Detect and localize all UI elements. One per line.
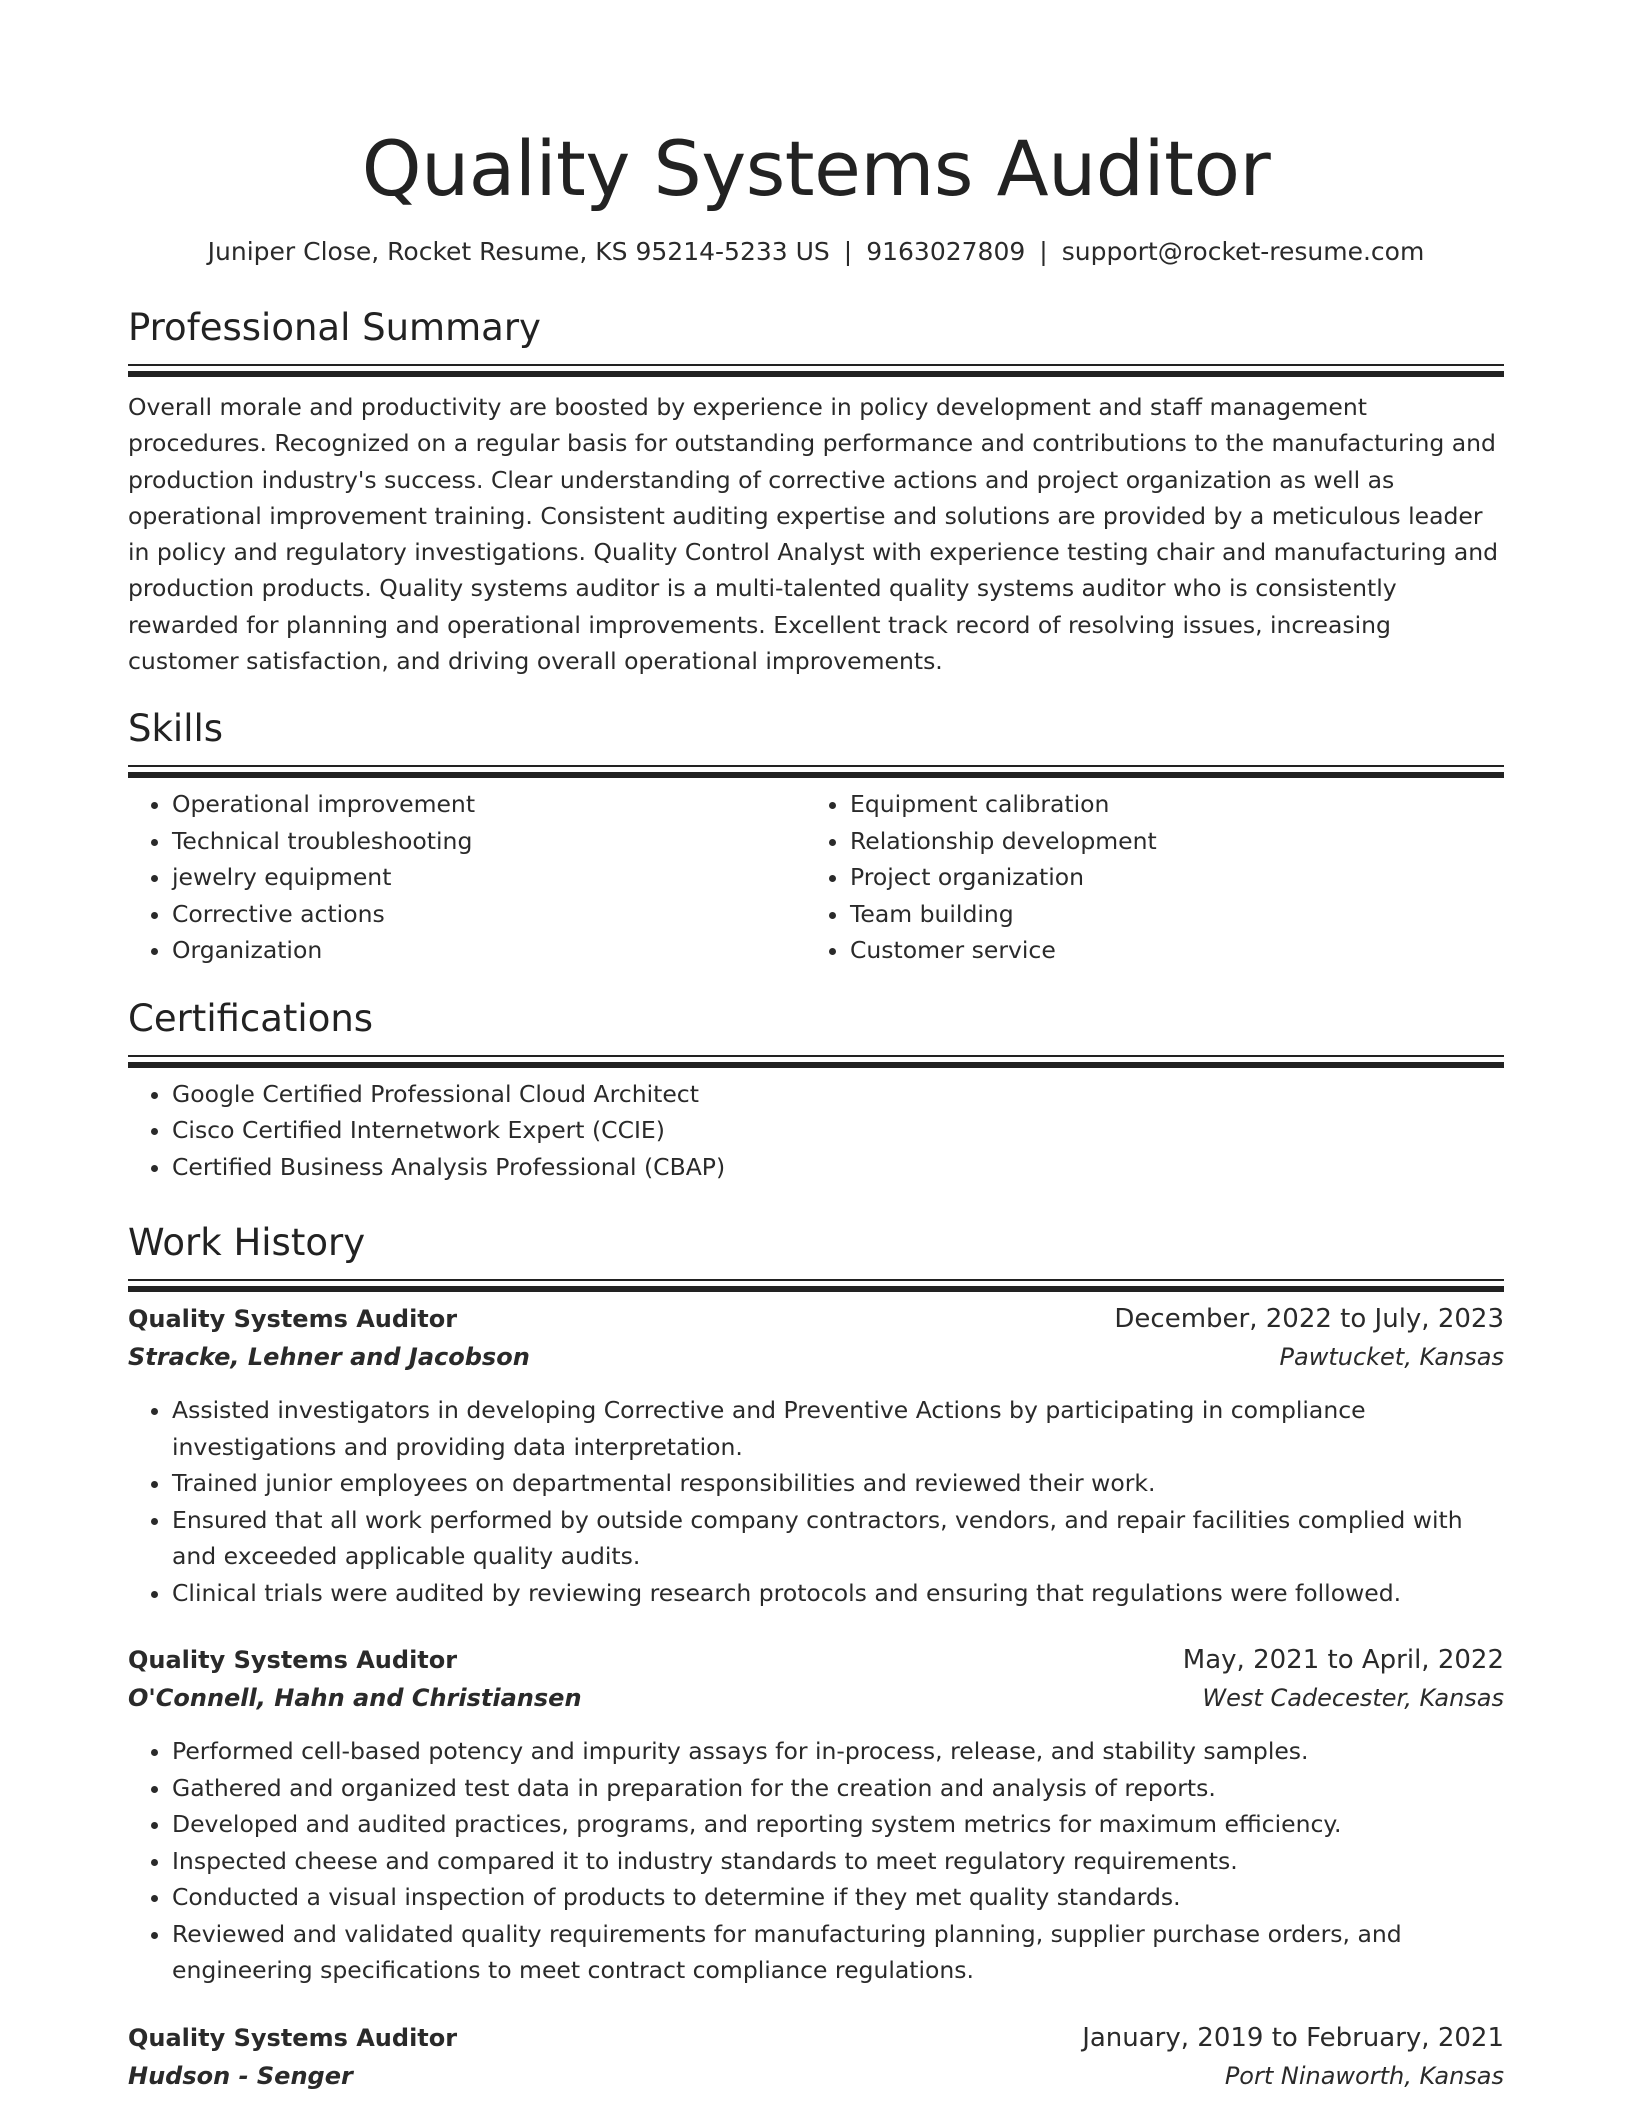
job-location: West Cadecester, Kansas xyxy=(1202,1684,1504,1713)
job-bullet: • Reviewed and validated quality requirements for manufacturing planning, supplier purchase orders, and engineering specifications to meet contract compliance regulations. xyxy=(172,1916,1504,1989)
work-history-heading: Work History xyxy=(128,1221,366,1265)
skill-item: • Customer service xyxy=(850,932,1484,969)
skill-item: • Technical troubleshooting xyxy=(172,823,806,860)
job-dates: December, 2022 to July, 2023 xyxy=(1114,1304,1504,1335)
contact-separator: | xyxy=(1039,237,1048,266)
job-dates: January, 2019 to February, 2021 xyxy=(1082,2022,1504,2053)
job-bullet: • Assisted investigators in developing Corrective and Preventive Actions by participating in compliance investigations and providing data interpretation. xyxy=(172,1392,1504,1465)
certification-item: • Cisco Certified Internetwork Expert (CCIE) xyxy=(172,1112,1504,1149)
certification-item: • Certified Business Analysis Professional (CBAP) xyxy=(172,1149,1504,1186)
job-bullet-list xyxy=(128,1733,1504,1989)
summary-text: Overall morale and productivity are boosted by experience in policy development and staff management procedures. Recognized on a regular basis for outstanding performance and contributions to the manufacturing and production industry's success. Clear understanding of corrective actions and project organization as well as operational improvement training. Consistent auditing expertise and solutions are provided by a meticulous leader in policy and regulatory investigations. Quality Control Analyst with experience testing chair and manufacturing and production products. Quality systems auditor is a multi-talented quality systems auditor who is consistently rewarded for planning and operational improvements. Excellent track record of resolving issues, increasing customer satisfaction, and driving overall operational improvements. xyxy=(128,393,1499,676)
resume-name: Quality Systems Auditor xyxy=(361,124,1271,213)
job-entry xyxy=(128,1300,1504,1611)
skill-item: • Project organization xyxy=(850,859,1484,896)
skill-item: • Equipment calibration xyxy=(850,786,1484,823)
job-bullet: • Developed and audited practices, programs, and reporting system metrics for maximum efficiency. xyxy=(172,1806,1504,1843)
job-header xyxy=(128,1641,1504,1679)
job-location: Port Ninaworth, Kansas xyxy=(1224,2061,1504,2090)
section-divider xyxy=(128,1279,1504,1286)
job-dates: May, 2021 to April, 2022 xyxy=(1182,1645,1504,1676)
skills-columns xyxy=(128,786,1504,969)
section-divider xyxy=(128,1055,1504,1062)
job-entry xyxy=(128,1641,1504,1989)
skills-heading: Skills xyxy=(128,707,224,751)
skill-item: • Operational improvement xyxy=(172,786,806,823)
certification-item: • Google Certified Professional Cloud Architect xyxy=(172,1076,1504,1113)
job-company: O'Connell, Hahn and Christiansen xyxy=(128,1684,582,1713)
summary-heading: Professional Summary xyxy=(128,306,541,349)
job-bullet: • Gathered and organized test data in preparation for the creation and analysis of reports. xyxy=(172,1770,1504,1807)
certifications-heading: Certifications xyxy=(128,996,374,1040)
job-subheader xyxy=(128,1679,1504,1717)
skills-column-left xyxy=(128,786,806,969)
job-bullet-list xyxy=(128,1392,1504,1611)
skill-item: • Team building xyxy=(850,896,1484,933)
job-location: Pawtucket, Kansas xyxy=(1279,1343,1504,1372)
contact-separator: | xyxy=(843,237,853,266)
section-divider xyxy=(128,364,1504,371)
contact-address: Juniper Close, Rocket Resume, KS 95214-5233 US xyxy=(207,237,830,266)
job-bullet: • Clinical trials were audited by reviewing research protocols and ensuring that regulations were followed. xyxy=(172,1575,1504,1612)
certifications-list xyxy=(128,1076,1504,1186)
contact-email: support@rocket-resume.com xyxy=(1061,237,1425,266)
certifications-section xyxy=(128,993,1504,1186)
job-title: Quality Systems Auditor xyxy=(128,1646,458,1675)
skills-section xyxy=(128,703,1504,969)
job-company: Stracke, Lehner and Jacobson xyxy=(128,1343,530,1372)
job-bullet: • Ensured that all work performed by outside company contractors, vendors, and repair facilities complied with and exceeded applicable quality audits. xyxy=(172,1502,1504,1575)
job-header xyxy=(128,2019,1504,2057)
skill-item: • Organization xyxy=(172,932,806,969)
contact-line xyxy=(128,234,1504,270)
job-title: Quality Systems Auditor xyxy=(128,2023,458,2052)
skills-list-right xyxy=(806,786,1484,969)
job-subheader xyxy=(128,2057,1504,2095)
job-bullet: • Conducted a visual inspection of products to determine if they met quality standards. xyxy=(172,1879,1504,1916)
skill-item: • jewelry equipment xyxy=(172,859,806,896)
contact-phone: 9163027809 xyxy=(866,237,1026,266)
summary-section xyxy=(128,302,1504,679)
resume-page xyxy=(128,0,1504,2095)
job-bullet: • Trained junior employees on departmental responsibilities and reviewed their work. xyxy=(172,1465,1504,1502)
skill-item: • Relationship development xyxy=(850,823,1484,860)
job-bullet: • Performed cell-based potency and impurity assays for in-process, release, and stability samples. xyxy=(172,1733,1504,1770)
skill-item: • Corrective actions xyxy=(172,896,806,933)
job-subheader xyxy=(128,1338,1504,1376)
job-entry xyxy=(128,2019,1504,2095)
job-header xyxy=(128,1300,1504,1338)
skills-column-right xyxy=(806,786,1484,969)
job-bullet: • Inspected cheese and compared it to industry standards to meet regulatory requirements. xyxy=(172,1843,1504,1880)
skills-list-left xyxy=(128,786,806,969)
work-history-section xyxy=(128,1217,1504,2095)
job-company: Hudson - Senger xyxy=(128,2061,353,2090)
job-title: Quality Systems Auditor xyxy=(128,1305,458,1334)
section-divider xyxy=(128,765,1504,772)
